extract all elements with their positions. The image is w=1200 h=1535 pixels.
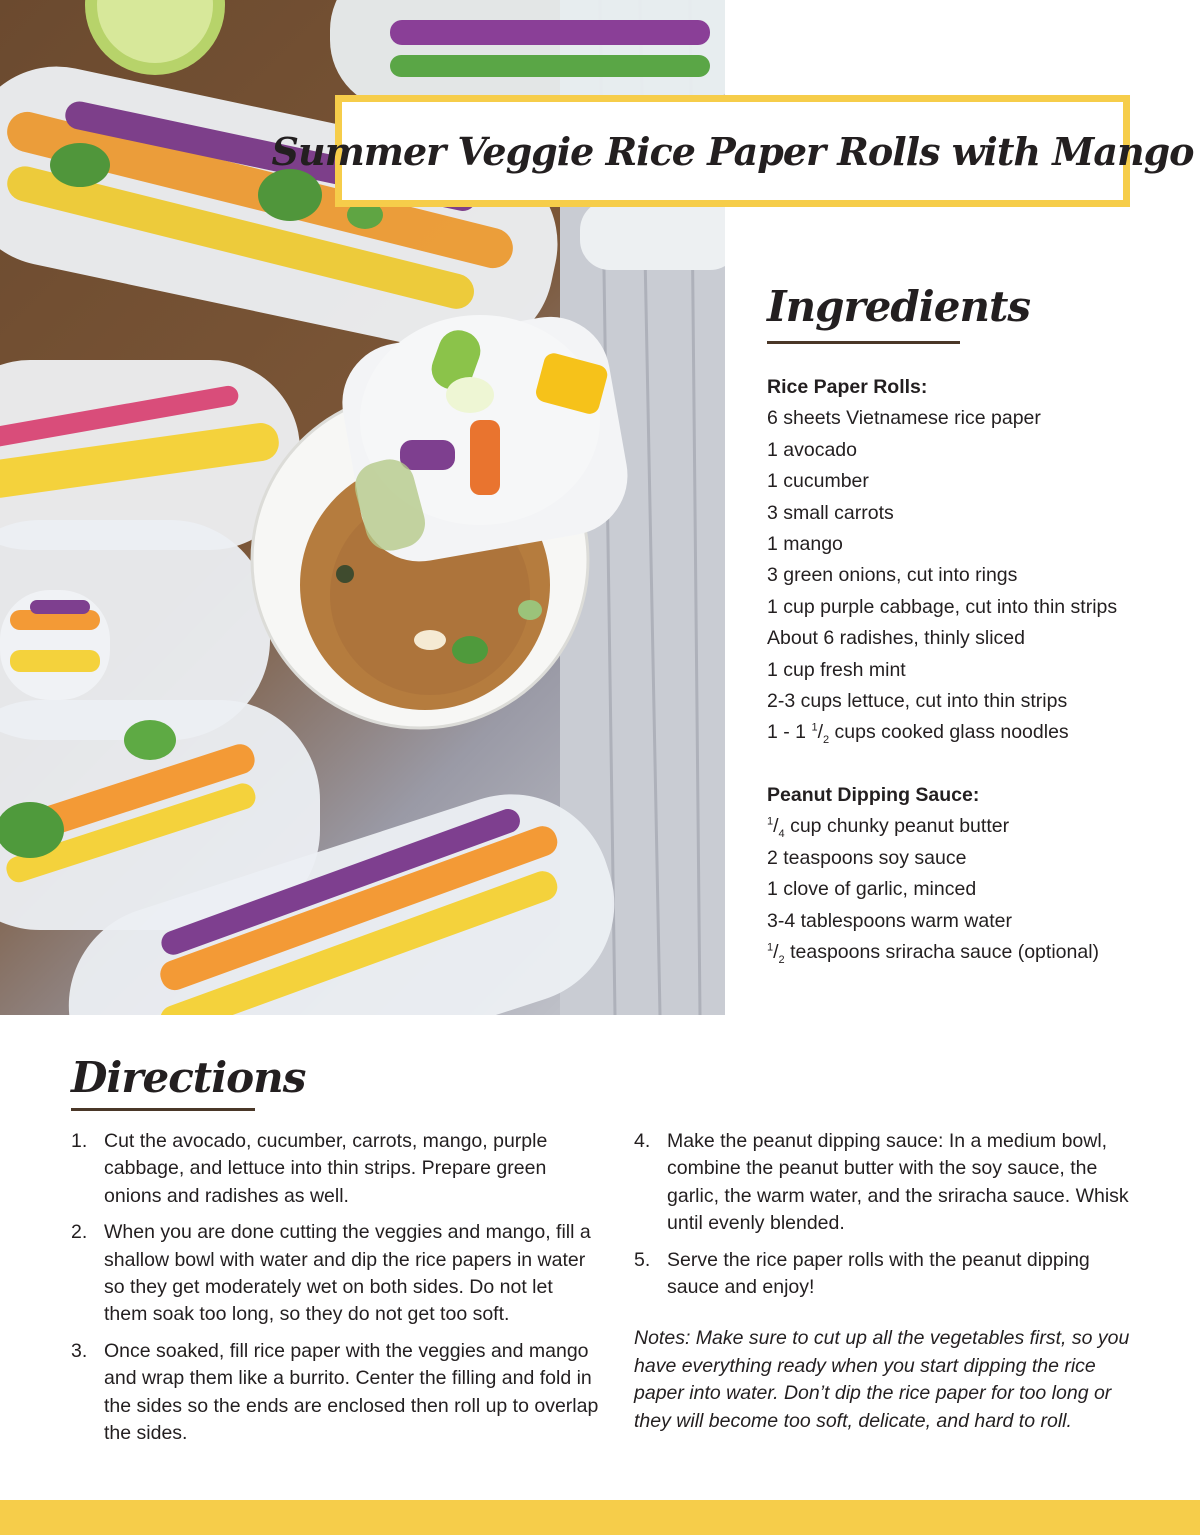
step-number: 2. (71, 1221, 88, 1244)
direction-step (634, 1128, 1134, 1238)
step-text: Cut the avocado, cucumber, carrots, mango, purple cabbage, and lettuce into thin strips. Prepare green onions and radishes as well. (104, 1130, 548, 1207)
ingredient-item-sriracha: $^1/_2$ teaspoons sriracha sauce (optional) (767, 940, 1100, 966)
direction-step (71, 1128, 599, 1210)
step-number: 3. (71, 1339, 88, 1362)
noodles-prefix: 1 - 1 (767, 721, 812, 744)
title-banner (271, 95, 1194, 207)
step-number: 5. (634, 1248, 651, 1271)
step-text: Make the peanut dipping sauce: In a medium bowl, combine the peanut butter with the soy sauce, the garlic, the warm water, and the sriracha sauce. Whisk until evenly blended. (667, 1130, 1129, 1235)
directions-column-right (634, 1128, 1134, 1435)
rice-paper-rolls-subheading: Rice Paper Rolls: (767, 376, 928, 398)
peanut-butter-suffix: cup chunky peanut butter (784, 815, 1010, 838)
fraction-denominator: 4 (778, 828, 785, 841)
ingredient-item-noodles: 1 - 1 $^1/_2$ cups cooked glass noodles (767, 721, 1069, 747)
ingredient-item: 1 cup purple cabbage, cut into thin strips (767, 595, 1118, 618)
peanut-sauce-subheading: Peanut Dipping Sauce: (767, 783, 980, 806)
recipe-title: Summer Veggie Rice Paper Rolls with Mango (271, 128, 1194, 174)
directions-column-left (71, 1128, 599, 1456)
fraction-denominator: 2 (822, 734, 830, 747)
ingredient-item: About 6 radishes, thinly sliced (767, 627, 1025, 650)
ingredient-item-peanut-butter: $^1/_4$ cup chunky peanut butter (767, 815, 1010, 841)
fraction-numerator: 1 (767, 941, 774, 954)
fraction-numerator: 1 (811, 721, 818, 734)
step-number: 4. (634, 1130, 651, 1152)
ingredient-item: 1 cup fresh mint (767, 658, 906, 681)
ingredient-item: 1 clove of garlic, minced (767, 878, 977, 901)
ingredient-item: 1 cucumber (767, 470, 869, 493)
direction-step (71, 1338, 599, 1448)
step-number: 1. (71, 1130, 88, 1152)
direction-step (634, 1247, 1134, 1302)
ingredient-item: 2-3 cups lettuce, cut into thin strips (767, 690, 1068, 713)
ingredient-item: 3 green onions, cut into rings (767, 564, 1018, 587)
step-text: Serve the rice paper rolls with the peanut dipping sauce and enjoy! (667, 1248, 1090, 1299)
ingredients-list (767, 372, 1187, 968)
ingredient-item: 3 small carrots (767, 501, 894, 524)
directions-heading: Directions (71, 1053, 306, 1102)
ingredient-item: 1 mango (767, 533, 843, 556)
fraction-denominator: 2 (778, 953, 785, 966)
direction-step (71, 1219, 599, 1329)
ingredient-item: 2 teaspoons soy sauce (767, 846, 967, 869)
ingredients-divider (767, 341, 960, 344)
ingredients-heading: Ingredients (767, 282, 1031, 331)
footer-accent-bar (0, 1500, 1200, 1535)
recipe-notes: Notes: Make sure to cut up all the vegetables first, so you have everything ready when you start dipping the rice paper into water. Don’t dip the rice paper for too long or they will become too soft, delicate, and hard to roll. (634, 1327, 1130, 1432)
ingredient-item: 3-4 tablespoons warm water (767, 909, 1012, 932)
fraction-numerator: 1 (767, 815, 774, 828)
spacer (767, 749, 1187, 780)
sriracha-suffix: teaspoons sriracha sauce (optional) (784, 940, 1100, 963)
directions-divider (71, 1108, 255, 1111)
noodles-suffix: cups cooked glass noodles (829, 721, 1069, 744)
step-text: Once soaked, fill rice paper with the veggies and mango and wrap them like a burrito. Center the filling and fold in the sides so the ends are enclosed then roll up to overlap the sides. (104, 1339, 599, 1445)
ingredient-item: 6 sheets Vietnamese rice paper (767, 407, 1041, 430)
step-text: When you are done cutting the veggies and mango, fill a shallow bowl with water and dip the rice papers in water so they get moderately wet on both sides. Do not let them soak too long, so they do not get too soft. (104, 1221, 591, 1326)
ingredient-item: 1 avocado (767, 438, 857, 461)
